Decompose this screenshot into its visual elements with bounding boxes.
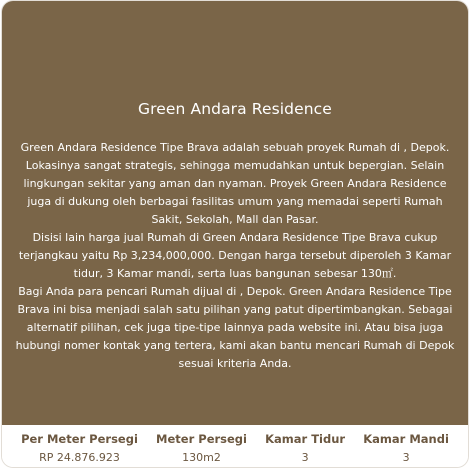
stat-label: Meter Persegi [156,432,247,446]
property-title: Green Andara Residence [138,100,332,118]
stat-label: Per Meter Persegi [21,432,138,446]
stat-label: Kamar Mandi [363,432,449,446]
stat-value: 130m2 [182,451,221,464]
property-description [12,139,458,373]
stat-value: 3 [301,451,309,464]
stat-value: 3 [402,451,410,464]
description-paragraph: Green Andara Residence Tipe Brava adalah sebuah proyek Rumah di , Depok. Lokasinya sangat strategis, sehingga memudahkan untuk bepergian. Selain lingkungan sekitar yang aman dan nyaman. Proyek Green Andara Residence juga di dukung oleh berbagai fasilitas umum yang memadai seperti Rumah Sakit, Sekolah, Mall dan Pasar. [20,141,450,226]
description-panel [2,1,468,425]
description-paragraph: Disisi lain harga jual Rumah di Green Andara Residence Tipe Brava cukup terjangkau yaitu Rp 3,234,000,000. Dengan harga tersebut diperoleh 3 Kamar tidur, 3 Kamar mandi, serta luas bangunan sebesar 130㎡. [18,231,452,280]
stat-square-meters [156,431,247,466]
stat-bedrooms [265,431,345,466]
property-stats [2,425,468,468]
stat-bathrooms [363,431,449,466]
stat-label: Kamar Tidur [265,432,346,446]
stat-price-per-meter [21,431,138,466]
property-detail-card [1,0,469,468]
description-paragraph: Bagi Anda para pencari Rumah dijual di , Depok. Green Andara Residence Tipe Brava ini bisa menjadi salah satu pilihan yang patut dipertimbangkan. Sebagai alternatif pilihan, cek juga tipe-tipe lainnya pada website ini. Atau bisa juga hubungi nomer kontak yang tertera, kami akan bantu mencari Rumah di Depok sesuai kriteria Anda. [15,285,455,370]
stat-value: RP 24.876.923 [39,451,120,464]
